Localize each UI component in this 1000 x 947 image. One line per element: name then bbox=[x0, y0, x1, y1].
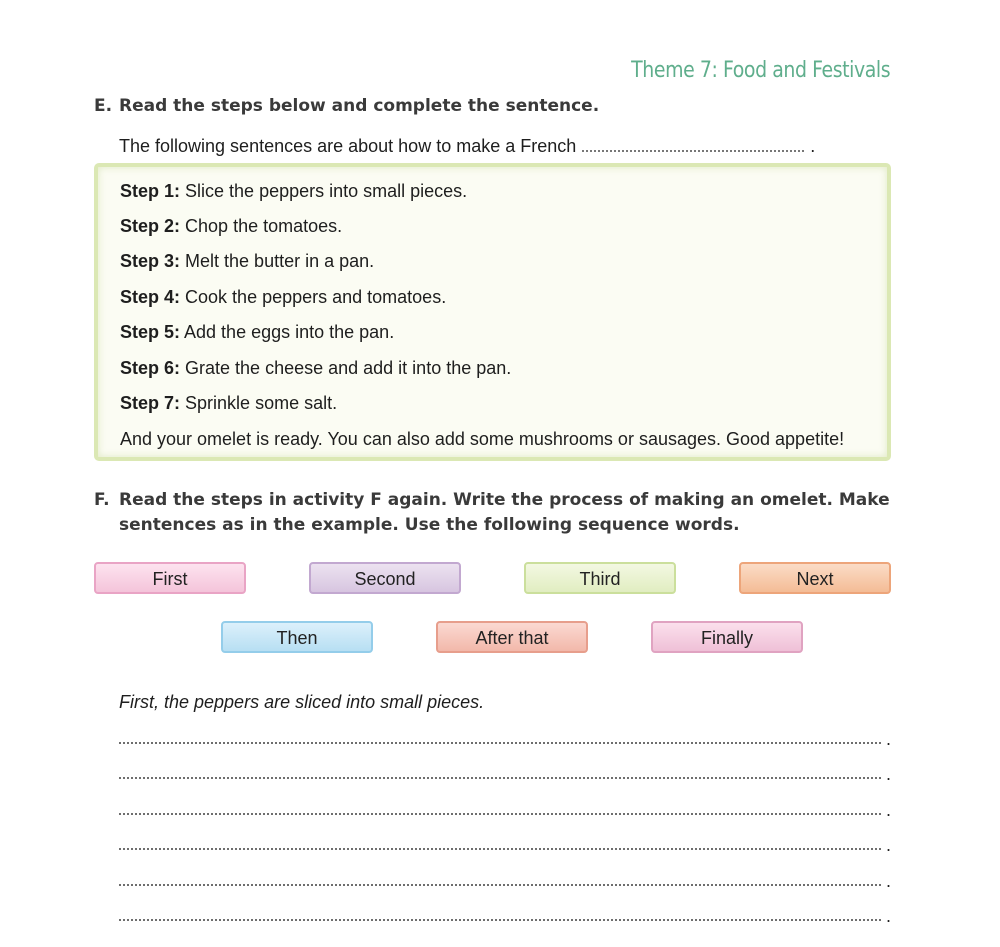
answer-period: . bbox=[885, 871, 891, 891]
lead-text: The following sentences are about how to make a French bbox=[119, 136, 577, 156]
lead-sentence bbox=[119, 136, 815, 157]
step-label: Step 3: bbox=[120, 251, 181, 271]
answer-line[interactable] bbox=[119, 870, 891, 890]
word-chip-next[interactable]: Next bbox=[739, 562, 891, 594]
step-1 bbox=[120, 181, 467, 202]
step-4 bbox=[120, 287, 446, 308]
answer-dots bbox=[119, 848, 881, 850]
section-f-letter: F. bbox=[94, 490, 110, 510]
section-e-heading bbox=[94, 94, 909, 119]
step-2 bbox=[120, 216, 342, 237]
section-f-heading bbox=[94, 488, 909, 538]
step-label: Step 5: bbox=[120, 322, 181, 342]
answer-period: . bbox=[885, 800, 891, 820]
step-text: Add the eggs into the pan. bbox=[184, 322, 395, 342]
answer-period: . bbox=[885, 729, 891, 749]
word-chip-then[interactable]: Then bbox=[221, 621, 373, 653]
step-label: Step 6: bbox=[120, 358, 181, 378]
theme-title: Theme 7: Food and Festivals bbox=[630, 58, 890, 83]
step-label: Step 1: bbox=[120, 181, 181, 201]
answer-line[interactable] bbox=[119, 905, 891, 925]
answer-dots bbox=[119, 919, 881, 921]
step-7 bbox=[120, 393, 337, 414]
step-text: Slice the peppers into small pieces. bbox=[185, 181, 468, 201]
section-e-instruction: Read the steps below and complete the sentence. bbox=[119, 96, 600, 116]
answer-period: . bbox=[885, 906, 891, 926]
answer-line[interactable] bbox=[119, 728, 891, 748]
example-sentence: First, the peppers are sliced into small pieces. bbox=[119, 692, 485, 712]
answer-period: . bbox=[885, 835, 891, 855]
step-text: Grate the cheese and add it into the pan. bbox=[185, 358, 512, 378]
closing-line: And your omelet is ready. You can also add some mushrooms or sausages. Good appetite! bbox=[120, 429, 845, 449]
answer-dots bbox=[119, 884, 881, 886]
word-chip-third[interactable]: Third bbox=[524, 562, 676, 594]
step-3 bbox=[120, 251, 374, 272]
step-text: Chop the tomatoes. bbox=[185, 216, 343, 236]
answer-period: . bbox=[885, 764, 891, 784]
word-chip-finally[interactable]: Finally bbox=[651, 621, 803, 653]
word-chip-first[interactable]: First bbox=[94, 562, 246, 594]
lead-blank-field[interactable] bbox=[582, 150, 804, 152]
step-5 bbox=[120, 322, 394, 343]
step-text: Sprinkle some salt. bbox=[185, 393, 338, 413]
step-label: Step 7: bbox=[120, 393, 181, 413]
section-e-letter: E. bbox=[94, 96, 113, 116]
answer-dots bbox=[119, 813, 881, 815]
step-label: Step 4: bbox=[120, 287, 181, 307]
steps-box bbox=[94, 163, 891, 461]
step-text: Cook the peppers and tomatoes. bbox=[185, 287, 447, 307]
answer-line[interactable] bbox=[119, 763, 891, 783]
step-text: Melt the butter in a pan. bbox=[185, 251, 375, 271]
answer-line[interactable] bbox=[119, 799, 891, 819]
lead-end: . bbox=[810, 136, 816, 156]
step-label: Step 2: bbox=[120, 216, 181, 236]
answer-line[interactable] bbox=[119, 834, 891, 854]
answer-dots bbox=[119, 777, 881, 779]
step-6 bbox=[120, 358, 511, 379]
answer-dots bbox=[119, 742, 881, 744]
word-chip-after-that[interactable]: After that bbox=[436, 621, 588, 653]
section-f-instruction: Read the steps in activity F again. Write the process of making an omelet. Make sentences as in the example. Use the following sequence words. bbox=[119, 490, 890, 535]
word-chip-second[interactable]: Second bbox=[309, 562, 461, 594]
